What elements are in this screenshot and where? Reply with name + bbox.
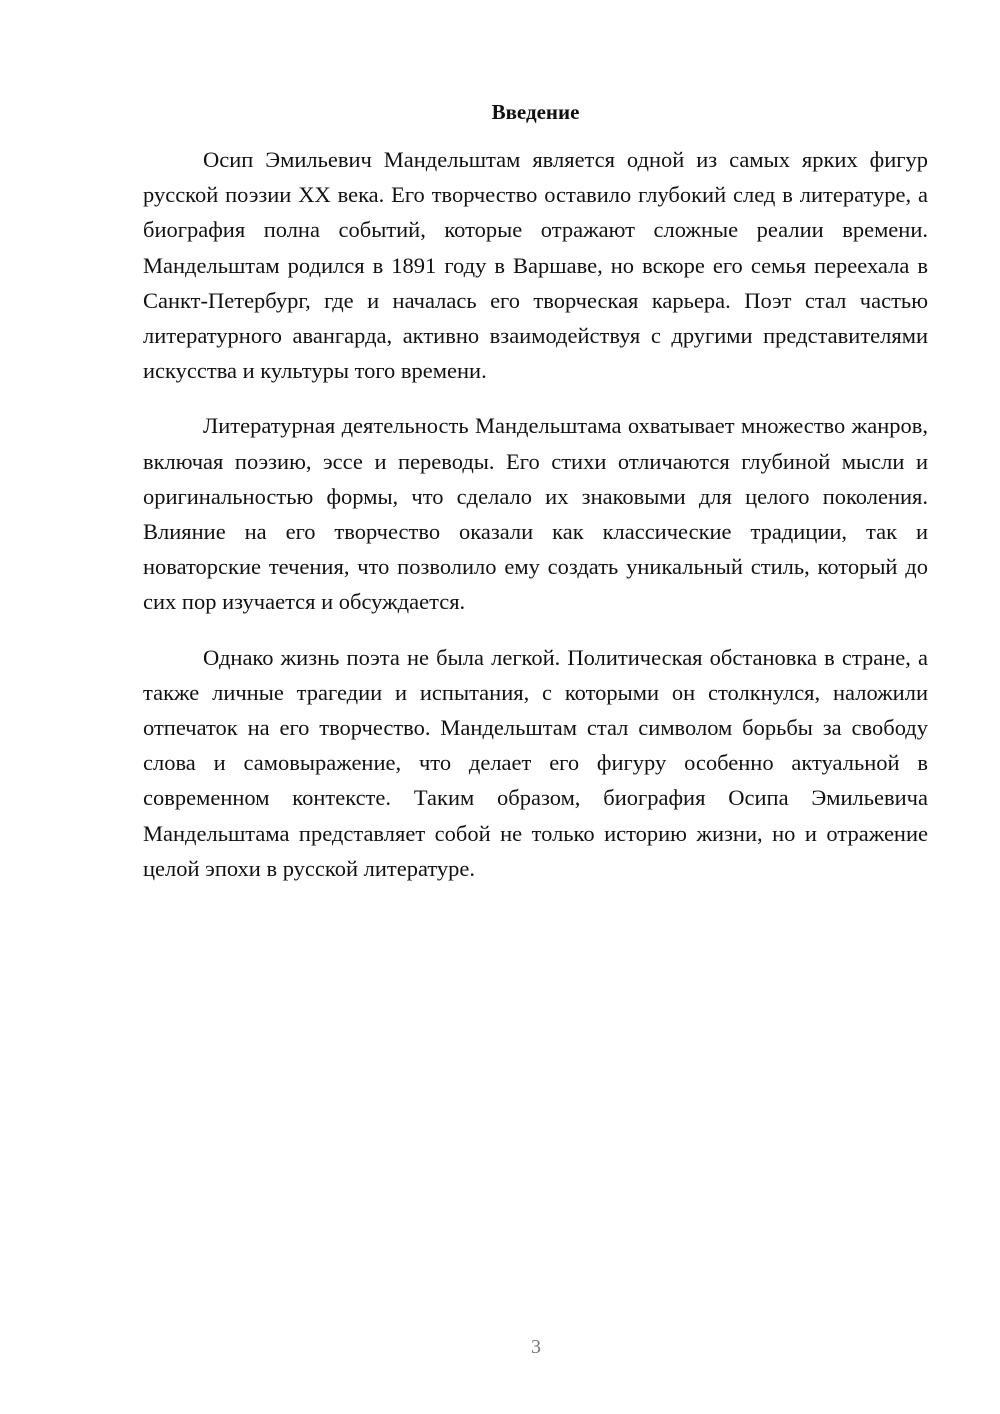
body-text — [143, 142, 928, 906]
section-title: Введение — [491, 100, 580, 124]
paragraph-2: Литературная деятельность Мандельштама охватывает множество жанров, включая поэзию, эссе и переводы. Его стихи отличаются глубиной мысли и оригинальностью формы, что сделало их знаковыми для целого поколения. Влияние на его творчество оказали как классические традиции, так и новаторские течения, что позволило ему создать уникальный стиль, который до сих пор изучается и обсуждается. — [143, 413, 928, 615]
paragraph-1: Осип Эмильевич Мандельштам является одной из самых ярких фигур русской поэзии XX века. Его творчество оставило глубокий след в литературе, а биография полна событий, которые отражают сложные реалии времени. Мандельштам родился в 1891 году в Варшаве, но вскоре его семья переехала в Санкт-Петербург, где и началась его творческая карьера. Поэт стал частью литературного авангарда, активно взаимодействуя с другими представителями искусства и культуры того времени. — [143, 147, 928, 384]
page-number: 3 — [531, 1336, 541, 1358]
paragraph-3: Однако жизнь поэта не была легкой. Политическая обстановка в стране, а также личные трагедии и испытания, с которыми он столкнулся, наложили отпечаток на его творчество. Мандельштам стал символом борьбы за свободу слова и самовыражение, что делает его фигуру особенно актуальной в современном контексте. Таким образом, биография Осипа Эмильевича Мандельштама представляет собой не только историю жизни, но и отражение целой эпохи в русской литературе. — [143, 644, 928, 881]
